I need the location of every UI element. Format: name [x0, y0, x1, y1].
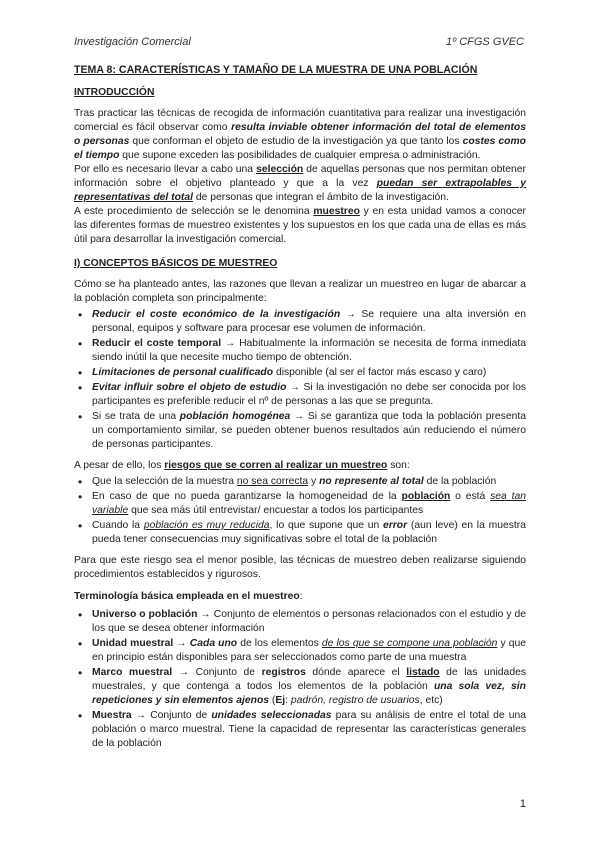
emphasis-run: sea tan variable: [92, 491, 526, 516]
section1-closing: Para que este riesgo sea el menor posible, las técnicas de muestreo deben realizarse siguiendo procedimientos establecidos y rigurosos.: [74, 555, 526, 580]
text-run: →: [173, 638, 190, 649]
emphasis-run: población: [401, 491, 451, 502]
text-run: de la población: [423, 476, 497, 487]
terminology-heading: Terminología básica empleada en el muestreo:: [74, 591, 303, 602]
emphasis-run: listado: [406, 667, 440, 678]
text-run: , etc): [419, 695, 443, 706]
text-run: , lo que supone que un: [269, 520, 383, 531]
reason-term: población homogénea: [179, 411, 291, 422]
term-name: Muestra: [92, 710, 132, 721]
text-run: → Conjunto de: [131, 710, 212, 721]
text-run: Cuando la: [92, 520, 144, 531]
reason-term: Reducir el coste temporal: [92, 338, 222, 349]
reason-text: disponible (al ser el factor más escaso y caro): [273, 367, 487, 378]
text-run: que sea más útil entrevistar/ encuestar a todos los participantes: [128, 505, 424, 516]
text-run: → Conjunto de: [172, 667, 262, 678]
text-run: Que la selección de la muestra: [92, 476, 237, 487]
emphasis-run: Ej: [275, 695, 286, 706]
list-item: [74, 608, 526, 636]
emphasis-run: una sola vez, sin repeticiones y sin elementos ajenos: [92, 681, 526, 706]
reason-text: → Si se garantiza que toda la población presenta un comportamiento similar, se pueden obtener buenos resultados aún reduciendo el número de personas participantes.: [92, 411, 526, 450]
emphasis-run: selección: [256, 164, 304, 175]
terminology-heading-text: Terminología básica empleada en el muestreo: [74, 591, 300, 602]
text-run: Tras practicar las técnicas de recogida de información cuantitativa para realizar una investigación comercial es fácil observar como: [74, 108, 526, 133]
list-item: [74, 709, 526, 751]
intro-paragraph-2: [74, 163, 526, 205]
header-subject: Investigación Comercial: [74, 36, 191, 48]
emphasis-run: error: [382, 520, 408, 531]
text-run: de los elementos: [237, 638, 322, 649]
reason-text: → Si la investigación no debe ser conocida por los participantes es preferible reducir el nº de personas a las que se pregunta.: [92, 382, 527, 407]
section1-intro: Cómo se ha planteado antes, las razones que llevan a realizar un muestreo en lugar de abarcar a la población completa son principalmente:: [74, 279, 526, 304]
header-course: 1º CFGS GVEC: [446, 36, 524, 48]
intro-paragraph-1: [74, 107, 526, 163]
intro-paragraph-3: [74, 205, 526, 247]
terminology-list: [74, 608, 526, 751]
list-item: [74, 337, 526, 365]
emphasis-run: no sea correcta: [236, 476, 309, 487]
text-run: que conforman el objeto de estudio de la investigación ya que tanto los: [129, 136, 463, 147]
section1-heading: I) CONCEPTOS BÁSICOS DE MUESTREO: [74, 258, 278, 269]
text-run: y en esta unidad vamos a conocer las diferentes formas de muestreo existentes y los supuestos en los que cada una de ellas es más útil para desarrollar la investigación comercial.: [74, 206, 526, 245]
emphasis-run: de los que se compone una población: [321, 638, 498, 649]
emphasis-run: no represente al total: [319, 476, 424, 487]
reason-lead: Si se trata de una: [92, 411, 180, 422]
text-run: de las unidades muestrales, y que contenga a todos los elementos de la población: [92, 667, 526, 692]
reasons-list: [74, 308, 526, 452]
text-run: de personas que integran el ámbito de la investigación.: [193, 192, 449, 203]
list-item: [74, 366, 526, 380]
text-run: y: [308, 476, 320, 487]
document-body: [74, 63, 526, 752]
text-run: A pesar de ello, los: [74, 460, 165, 471]
risks-intro: [74, 459, 526, 473]
list-item: [74, 410, 526, 452]
emphasis-run: riesgos que se corren al realizar un muestreo: [164, 460, 388, 471]
reason-term: Reducir el coste económico de la investigación: [92, 309, 341, 320]
text-run: que supone exceden las posibilidades de cualquier empresa o administración.: [119, 150, 481, 161]
list-item: [74, 475, 526, 489]
emphasis-run: muestreo: [313, 206, 360, 217]
text-run: Por ello es necesario llevar a cabo una: [74, 164, 257, 175]
text-run: dónde aparece el: [305, 667, 407, 678]
text-run: → Conjunto de elementos o personas relacionados con el estudio y de los que se desea obtener información: [92, 609, 526, 634]
emphasis-run: registros: [261, 667, 306, 678]
list-item: [74, 519, 526, 547]
text-run: para su análisis de entre el total de una población o marco muestral. Tiene la capacidad de representar las características generales de la población: [92, 710, 527, 749]
reason-term: Limitaciones de personal cualificado: [92, 367, 274, 378]
emphasis-run: costes como el tiempo: [74, 136, 527, 161]
emphasis-run: puedan ser extrapolables y representativas del total: [74, 178, 526, 203]
term-name: Unidad muestral: [92, 638, 174, 649]
reason-text: → Se requiere una alta inversión en personal, equipos y software para procesar ese volumen de información.: [92, 309, 526, 334]
text-run: A este procedimiento de selección se le denomina: [74, 206, 314, 217]
term-name: Universo o población: [92, 609, 198, 620]
text-run: de aquellas personas que nos permitan obtener información sobre el objetivo planteado y que a la vez: [74, 164, 527, 189]
text-run: y que en principio están disponibles para ser seleccionados como parte de una muestra: [92, 638, 527, 663]
emphasis-run: resulta inviable obtener información del total de elementos o personas: [74, 122, 526, 147]
intro-heading: INTRODUCCIÓN: [74, 87, 155, 98]
text-run: :: [285, 695, 291, 706]
emphasis-run: padrón, registro de usuarios: [290, 695, 420, 706]
reason-text: → Habitualmente la información se necesita de forma inmediata siendo inútil la que necesite mucho tiempo de obtención.: [92, 338, 527, 363]
page-number: 1: [519, 798, 526, 810]
text-run: (: [269, 695, 276, 706]
text-run: son:: [387, 460, 410, 471]
reason-term: Evitar influir sobre el objeto de estudio: [92, 382, 287, 393]
term-name: Marco muestral: [92, 667, 173, 678]
page-title: TEMA 8: CARACTERÍSTICAS Y TAMAÑO DE LA MUESTRA DE UNA POBLACIÓN: [74, 64, 478, 76]
list-item: [74, 637, 526, 665]
text-run: En caso de que no pueda garantizarse la homogeneidad de la: [92, 491, 402, 502]
list-item: [74, 308, 526, 336]
emphasis-run: unidades seleccionadas: [211, 710, 332, 721]
text-run: (aun leve) en la muestra pueda tener consecuencias muy significativas sobre el total de la población: [92, 520, 526, 545]
text-run: o está: [450, 491, 491, 502]
list-item: [74, 381, 526, 409]
risks-list: [74, 475, 526, 547]
emphasis-run: Cada uno: [189, 638, 238, 649]
list-item: [74, 490, 526, 518]
emphasis-run: población es muy reducida: [143, 520, 270, 531]
list-item: [74, 666, 526, 708]
